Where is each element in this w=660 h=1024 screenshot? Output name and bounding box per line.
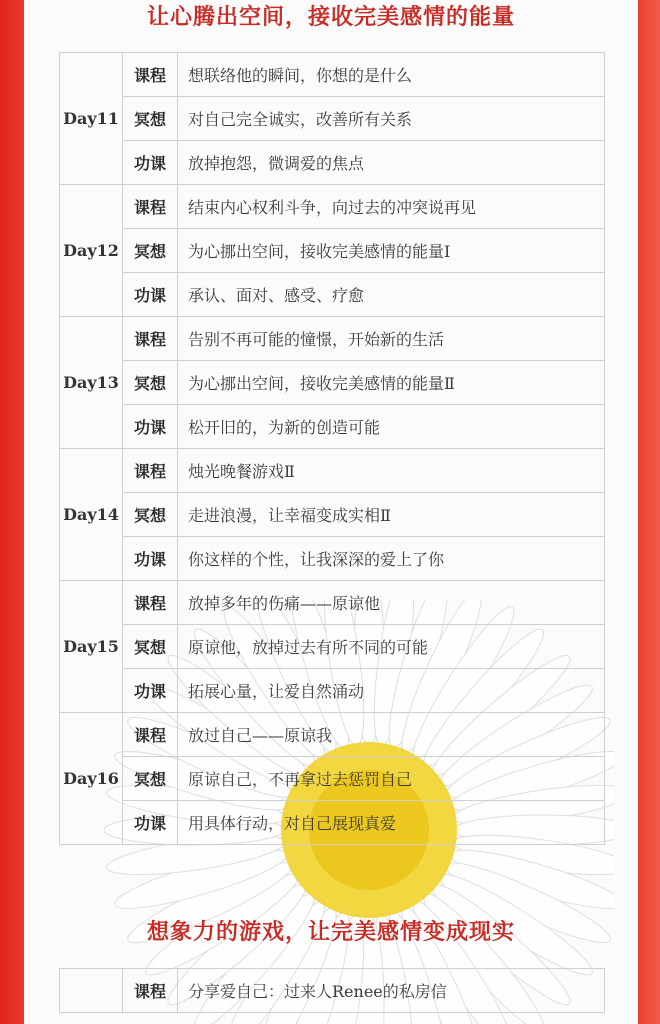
session-type: 冥想 [123, 493, 178, 537]
session-topic: 走进浪漫，让幸福变成实相Ⅱ [178, 493, 605, 537]
schedule-row [60, 405, 605, 449]
session-topic: 烛光晚餐游戏Ⅱ [178, 449, 605, 493]
left-red-border [0, 0, 24, 1024]
session-type: 功课 [123, 141, 178, 185]
session-topic: 原谅自己，不再拿过去惩罚自己 [178, 757, 605, 801]
session-type: 冥想 [123, 229, 178, 273]
session-type: 功课 [123, 273, 178, 317]
schedule-row [60, 361, 605, 405]
schedule-row [60, 449, 605, 493]
session-topic: 放掉多年的伤痛——原谅他 [178, 581, 605, 625]
content-panel [24, 0, 638, 1024]
day-label: Day12 [60, 185, 123, 317]
session-type: 课程 [123, 581, 178, 625]
session-type: 课程 [123, 185, 178, 229]
day-label: Day15 [60, 581, 123, 713]
session-topic: 拓展心量，让爱自然涌动 [178, 669, 605, 713]
day-label [60, 969, 123, 1013]
right-red-border [638, 0, 660, 1024]
section1-title: 让心腾出空间，接收完美感情的能量 [146, 4, 515, 30]
session-type: 功课 [123, 537, 178, 581]
session-type: 冥想 [123, 97, 178, 141]
session-topic: 告别不再可能的憧憬，开始新的生活 [178, 317, 605, 361]
schedule-row [60, 969, 605, 1013]
session-type: 课程 [123, 53, 178, 97]
session-type: 课程 [123, 317, 178, 361]
session-topic: 为心挪出空间，接收完美感情的能量Ⅱ [178, 361, 605, 405]
day-label: Day16 [60, 713, 123, 845]
schedule-row [60, 493, 605, 537]
session-topic: 用具体行动，对自己展现真爱 [178, 801, 605, 845]
session-type: 课程 [123, 969, 178, 1013]
schedule-row [60, 757, 605, 801]
session-topic: 对自己完全诚实，改善所有关系 [178, 97, 605, 141]
day-label: Day11 [60, 53, 123, 185]
schedule-row [60, 185, 605, 229]
session-topic: 放掉抱怨，微调爱的焦点 [178, 141, 605, 185]
session-type: 冥想 [123, 757, 178, 801]
schedule-row [60, 141, 605, 185]
schedule-table-section2 [59, 968, 605, 1013]
session-type: 课程 [123, 449, 178, 493]
session-type: 功课 [123, 669, 178, 713]
session-topic: 结束内心权利斗争，向过去的冲突说再见 [178, 185, 605, 229]
schedule-row [60, 317, 605, 361]
schedule-row [60, 537, 605, 581]
day-label: Day14 [60, 449, 123, 581]
session-topic: 想联络他的瞬间，你想的是什么 [178, 53, 605, 97]
schedule-row [60, 97, 605, 141]
session-topic: 原谅他，放掉过去有所不同的可能 [178, 625, 605, 669]
schedule-row [60, 625, 605, 669]
session-topic: 松开旧的，为新的创造可能 [178, 405, 605, 449]
schedule-row [60, 53, 605, 97]
session-topic: 你这样的个性，让我深深的爱上了你 [178, 537, 605, 581]
session-type: 冥想 [123, 625, 178, 669]
schedule-row [60, 669, 605, 713]
schedule-row [60, 273, 605, 317]
session-type: 课程 [123, 713, 178, 757]
section2-title: 想象力的游戏，让完美感情变成现实 [146, 919, 515, 945]
schedule-row [60, 801, 605, 845]
session-type: 功课 [123, 801, 178, 845]
schedule-row [60, 229, 605, 273]
session-type: 功课 [123, 405, 178, 449]
session-topic: 分享爱自己：过来人Renee的私房信 [178, 969, 605, 1013]
session-type: 冥想 [123, 361, 178, 405]
session-topic: 为心挪出空间，接收完美感情的能量Ⅰ [178, 229, 605, 273]
schedule-row [60, 581, 605, 625]
schedule-row [60, 713, 605, 757]
session-topic: 承认、面对、感受、疗愈 [178, 273, 605, 317]
day-label: Day13 [60, 317, 123, 449]
session-topic: 放过自己——原谅我 [178, 713, 605, 757]
schedule-table-days-11-16 [59, 52, 605, 845]
